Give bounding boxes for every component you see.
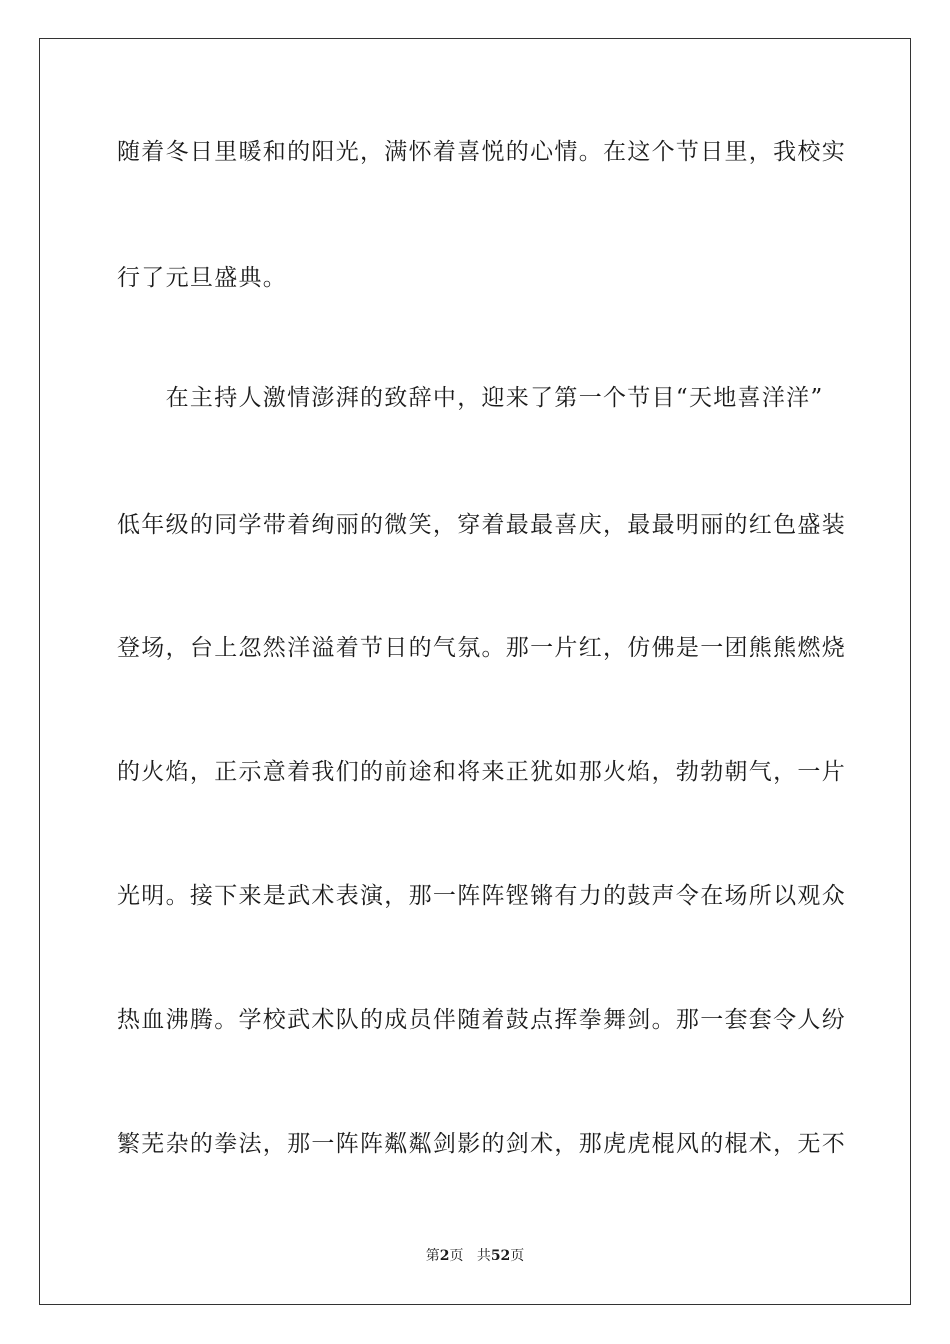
- footer-current-page: 2: [439, 1248, 450, 1264]
- page-footer: [0, 1247, 950, 1265]
- footer-total-prefix: 共: [476, 1248, 491, 1264]
- page-border: [39, 38, 911, 1305]
- text-line-5: 登场，台上忽然洋溢着节日的气氛。那一片红，仿佛是一团熊熊燃烧: [117, 635, 846, 661]
- footer-total-pages: 52: [490, 1248, 511, 1264]
- text-line-1: 随着冬日里暖和的阳光，满怀着喜悦的心情。在这个节日里，我校实: [117, 139, 846, 165]
- text-line-6: 的火焰，正示意着我们的前途和将来正犹如那火焰，勃勃朝气，一片: [117, 759, 846, 785]
- text-line-8: 热血沸腾。学校武术队的成员伴随着鼓点挥拳舞剑。那一套套令人纷: [117, 1007, 846, 1033]
- text-line-2: 行了元旦盛典。: [117, 265, 288, 291]
- footer-page-unit: 页: [449, 1248, 464, 1264]
- footer-prefix: 第: [425, 1248, 440, 1264]
- text-line-9: 繁芜杂的拳法，那一阵阵粼粼剑影的剑术，那虎虎棍风的棍术，无不: [117, 1131, 846, 1157]
- footer-total-unit: 页: [510, 1248, 525, 1264]
- text-line-4: 低年级的同学带着绚丽的微笑，穿着最最喜庆，最最明丽的红色盛装: [117, 512, 846, 538]
- text-line-3: 在主持人激情澎湃的致辞中，迎来了第一个节目“天地喜洋洋”: [117, 385, 824, 411]
- text-line-7: 光明。接下来是武术表演，那一阵阵铿锵有力的鼓声令在场所以观众: [117, 883, 846, 909]
